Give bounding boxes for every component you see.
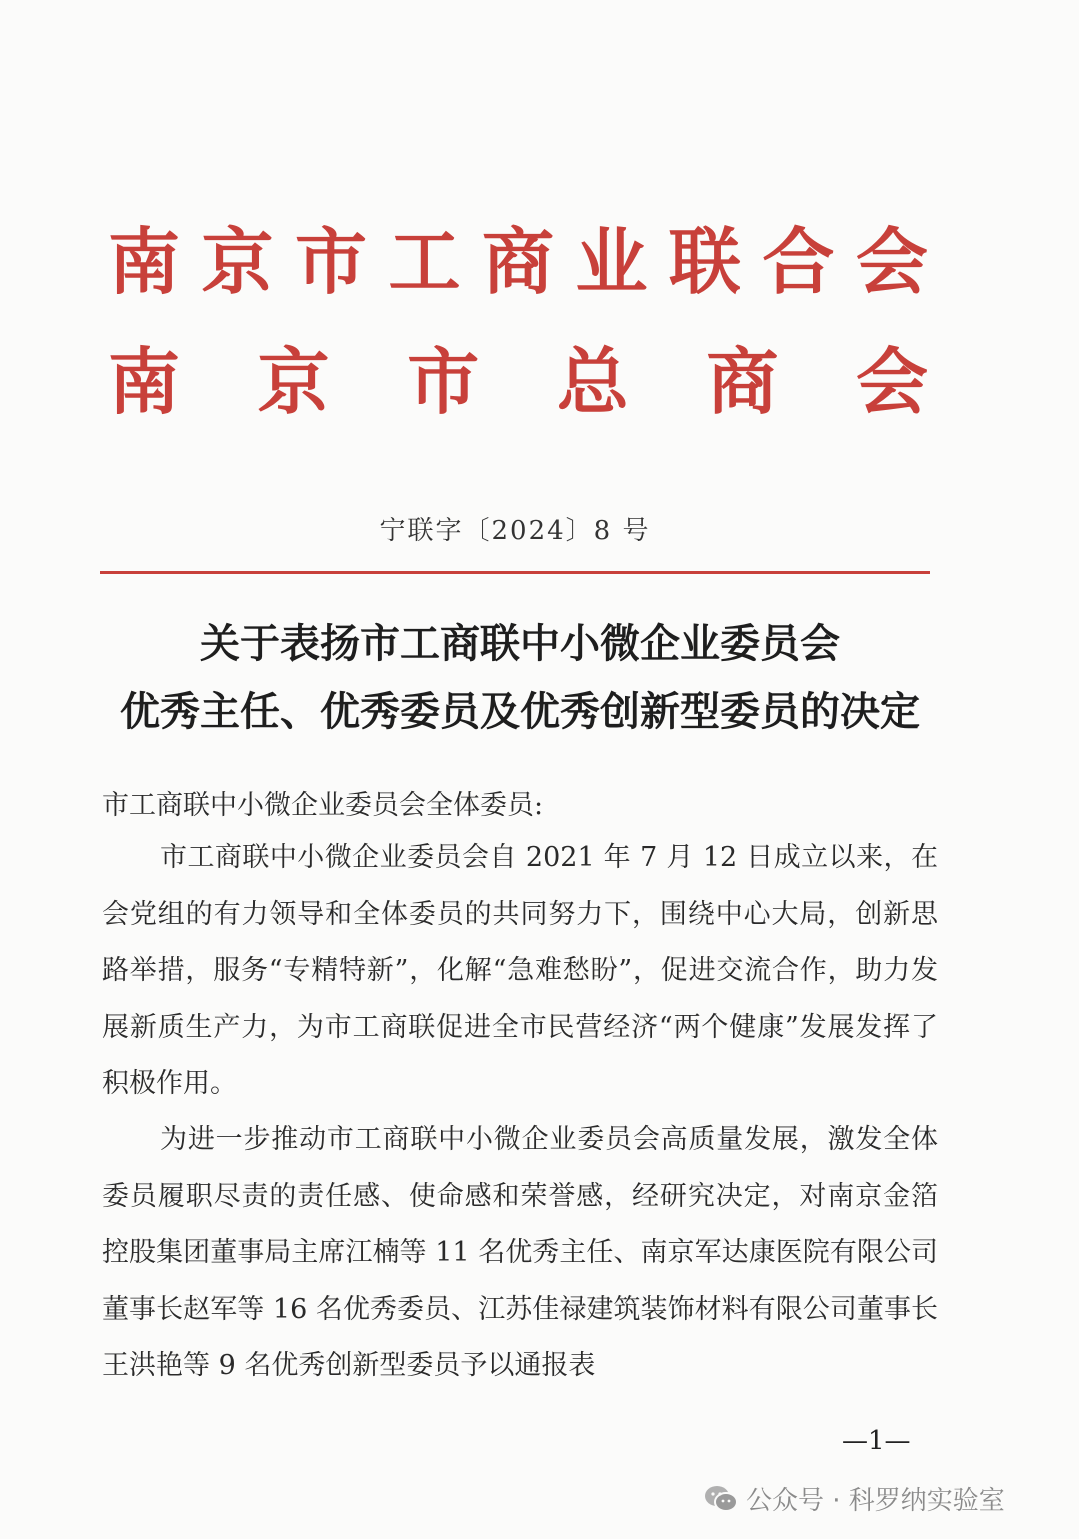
header1-char: 会	[855, 219, 928, 304]
header2-char: 会	[855, 339, 928, 424]
header1-char: 京	[201, 219, 274, 304]
document-title-line2: 优秀主任、优秀委员及优秀创新型委员的决定	[120, 689, 920, 735]
red-divider-rule	[100, 571, 930, 574]
header1-char: 业	[575, 219, 648, 304]
header2-char: 京	[257, 339, 330, 424]
wechat-watermark	[704, 1480, 1005, 1517]
org-header-line1	[108, 219, 928, 304]
watermark-text: 公众号 · 科罗纳实验室	[746, 1486, 1005, 1516]
header1-char: 商	[481, 219, 554, 304]
document-title-line1: 关于表扬市工商联中小微企业委员会	[200, 621, 840, 667]
header2-char: 市	[407, 339, 480, 424]
header2-char: 总	[556, 339, 629, 424]
page-number: —1—	[842, 1426, 911, 1456]
salutation: 市工商联中小微企业委员会全体委员:	[102, 790, 544, 821]
body-paragraph-2: 为进一步推动市工商联中小微企业委员会高质量发展，激发全体委员履职尽责的责任感、使命感和荣誉感，经研究决定，对南京金箔控股集团董事局主席江楠等 11 名优秀主任、南京军达康医院有限公司董事长赵军等 16 名优秀委员、江苏佳禄建筑装饰材料有限公司董事长王洪艳等 9 名优秀创新型委员予以通报表	[102, 1124, 938, 1381]
header1-char: 市	[294, 219, 367, 304]
org-header-line2	[108, 339, 928, 424]
header2-char: 南	[108, 339, 181, 424]
header1-char: 南	[108, 219, 181, 304]
header1-char: 合	[762, 219, 835, 304]
header1-char: 工	[388, 219, 461, 304]
document-number: 宁联字〔2024〕8 号	[379, 516, 651, 546]
body-paragraph-1: 市工商联中小微企业委员会自 2021 年 7 月 12 日成立以来，在会党组的有力领导和全体委员的共同努力下，围绕中心大局，创新思路举措，服务“专精特新”，化解“急难愁盼”，促进交流合作，助力发展新质生产力，为市工商联促进全市民营经济“两个健康”发展发挥了积极作用。	[102, 842, 938, 1099]
wechat-icon	[704, 1485, 738, 1513]
header1-char: 联	[668, 219, 741, 304]
header2-char: 商	[706, 339, 779, 424]
